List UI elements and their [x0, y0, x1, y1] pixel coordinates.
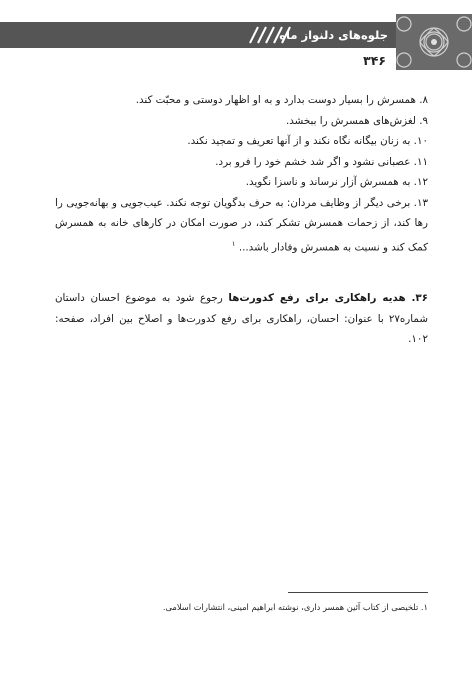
section-heading: ۳۶. هدیه راهکاری برای رفع کدورت‌ها [228, 292, 428, 304]
list-item: ۱۱. عصبانی نشود و اگر شد خشم خود را فرو برد. [215, 155, 428, 168]
floral-ornament-icon [396, 14, 472, 70]
list-item: ۸. همسرش را بسیار دوست بدارد و به او اظهار دوستی و محبّت کند. [135, 94, 428, 106]
list-item: ۱۰. به زنان بیگانه نگاه نکند و از آنها تعریف و تمجید نکند. [187, 135, 428, 147]
section-text: رجوع شود به موضوع احسان داستان شماره۲۷ با عنوان: احسان، راهکاری برای رفع کدورت‌ها و اصلاح بین افراد، صفحه: ۱۰۲. [55, 292, 428, 345]
numbered-list [55, 90, 428, 257]
list-item: ۹. لغزش‌های همسرش را ببخشد. [285, 114, 428, 127]
list-item-13 [55, 193, 428, 258]
list-item: ۱۲. به همسرش آزار نرساند و ناسزا نگوید. [245, 176, 428, 188]
footnote-marker: ۱ [231, 239, 236, 248]
book-title: جلوه‌های دلنواز ماه [279, 28, 388, 42]
page-number: ۳۴۶ [363, 53, 386, 68]
list-item-13-text: ۱۳. برخی دیگر از وظایف مردان: به حرف بدگویان توجه نکند. عیب‌جویی و بهانه‌جویی را رها کند، از زحمات همسرش تشکر کند، در صورت امکان در کارهای خانه به همسرش کمک کند و نسبت به همسرش وفادار باشد... [55, 196, 428, 253]
section-36 [55, 288, 428, 350]
footnote-divider [288, 592, 428, 593]
footnote: ۱. تلخیصی از کتاب آئین همسر داری، نوشته ابراهیم امینی، انتشارات اسلامی. [162, 602, 428, 612]
